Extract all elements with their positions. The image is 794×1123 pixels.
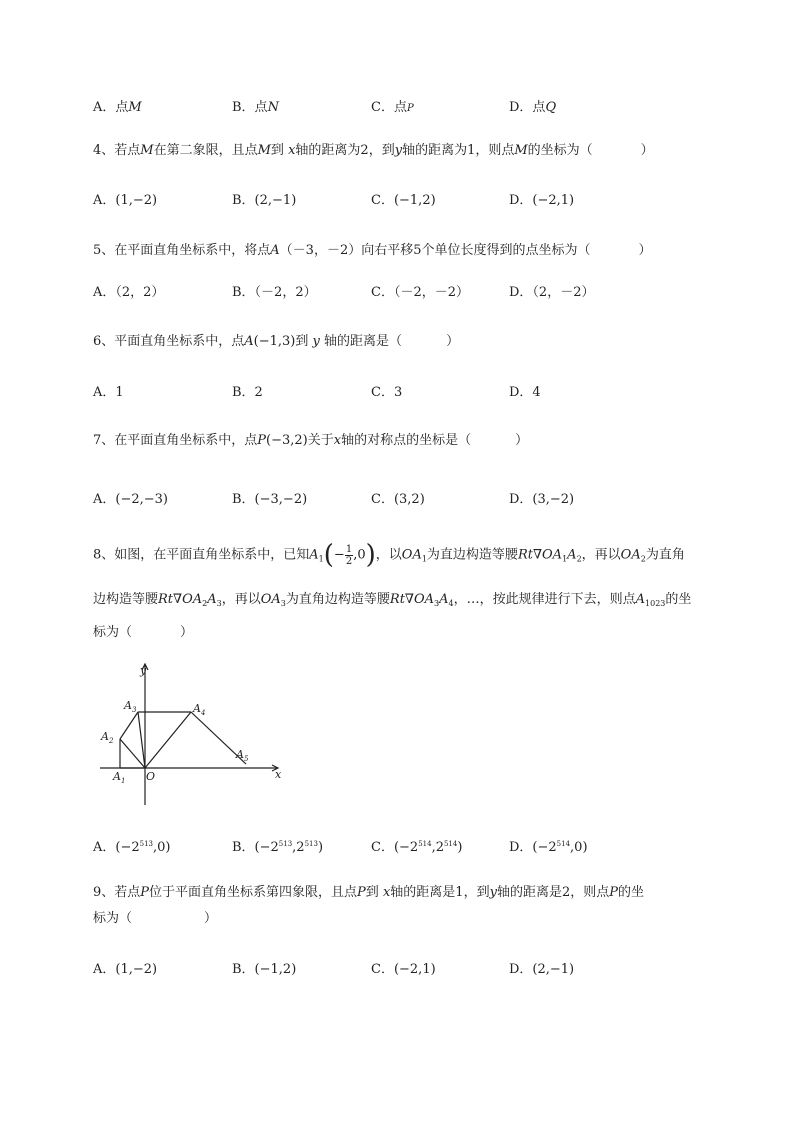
- q9-option-a[interactable]: A．(1,−2): [93, 962, 158, 977]
- q8-option-c[interactable]: C．$(-2^{514},2^{514})$: [371, 840, 463, 855]
- q9-option-d[interactable]: D．(2,−1): [509, 962, 575, 977]
- q4-option-a[interactable]: A．(1,−2): [93, 193, 158, 208]
- q7-option-b[interactable]: B．(−3,−2): [232, 492, 308, 507]
- q4-stem: 4、若点M在第二象限，且点M到 x轴的距离为2，到y轴的距离为1，则点M的坐标为（ ）: [93, 143, 654, 158]
- q3-option-d[interactable]: D．点Q: [509, 100, 557, 115]
- q6-option-a[interactable]: A．1: [93, 385, 124, 400]
- q8-stem-line1: 8、如图，在平面直角坐标系中，已知$A_1(-$ $\frac{1}{2}$ ,0)，以$OA_1$为直边构造等腰$Rt\nabla OA_1A_2$，再以$OA_2$为直角: [93, 540, 685, 570]
- q5-option-c[interactable]: C．（－2，－2）: [371, 285, 469, 300]
- label-a5: $A_5$: [236, 748, 249, 763]
- q5-option-d[interactable]: D．（2，－2）: [509, 285, 595, 300]
- q5-option-a[interactable]: A．（2，2）: [93, 285, 165, 300]
- q9-option-b[interactable]: B．(−1,2): [232, 962, 297, 977]
- q7-option-c[interactable]: C．(3,2): [371, 492, 425, 507]
- fraction-half: $\frac{1}{2}$: [345, 543, 353, 567]
- q6-option-d[interactable]: D．4: [509, 385, 541, 400]
- q7-option-d[interactable]: D．(3,−2): [509, 492, 575, 507]
- q3-option-a[interactable]: A．点M: [93, 100, 142, 115]
- label-a4: $A_4$: [193, 702, 206, 717]
- q8-option-b[interactable]: B．$(-2^{513},2^{513})$: [232, 840, 324, 855]
- q3-option-c[interactable]: C．点P: [371, 100, 414, 115]
- q8-figure: [92, 660, 292, 810]
- segment-a3-o: [138, 712, 145, 768]
- q4-option-d[interactable]: D．(−2,1): [509, 193, 575, 208]
- label-o: O: [146, 770, 156, 783]
- label-a2: $A_2$: [101, 730, 114, 745]
- segment-a2-o: [120, 739, 145, 768]
- q9-stem-line1: 9、若点P位于平面直角坐标系第四象限，且点P到 x轴的距离是1，到y轴的距离是2，则点P的坐: [93, 885, 644, 900]
- q3-option-b[interactable]: B．点N: [232, 100, 279, 115]
- q5-stem: 5、在平面直角坐标系中，将点A（－3，－2）向右平移5个单位长度得到的点坐标为（ ）: [93, 243, 652, 258]
- q6-option-c[interactable]: C．3: [371, 385, 403, 400]
- q5-option-b[interactable]: B．（－2，2）: [232, 285, 317, 300]
- q8-option-d[interactable]: D．$(-2^{514},0)$: [509, 840, 588, 855]
- q9-option-c[interactable]: C．(−2,1): [371, 962, 436, 977]
- q9-stem-line2: 标为（ ）: [93, 911, 218, 926]
- q8-option-a[interactable]: A．$(-2^{513},0)$: [93, 840, 171, 855]
- segment-a4-o: [145, 712, 191, 768]
- q8-stem-line2: 边构造等腰$Rt\nabla OA_2A_3$，再以$OA_3$为直角边构造等腰$Rt\nabla OA_3A_4$，…，按此规律进行下去，则点$A_{1023}$的坐: [93, 592, 692, 608]
- q6-stem: 6、平面直角坐标系中，点A(−1,3)到 y 轴的距离是（ ）: [93, 334, 460, 349]
- q8-stem-line3: 标为（ ）: [93, 625, 194, 640]
- label-a1: $A_1$: [113, 770, 126, 785]
- label-x: x: [275, 768, 282, 781]
- label-y: y: [140, 664, 147, 677]
- q7-option-a[interactable]: A．(−2,−3): [93, 492, 168, 507]
- segment-a2-a3: [120, 712, 138, 739]
- q6-option-b[interactable]: B．2: [232, 385, 263, 400]
- q4-option-c[interactable]: C．(−1,2): [371, 193, 436, 208]
- label-a3: $A_3$: [124, 699, 137, 714]
- q4-option-b[interactable]: B．(2,−1): [232, 193, 297, 208]
- q7-stem: 7、在平面直角坐标系中，点P(−3,2)关于x轴的对称点的坐标是（ ）: [93, 433, 529, 448]
